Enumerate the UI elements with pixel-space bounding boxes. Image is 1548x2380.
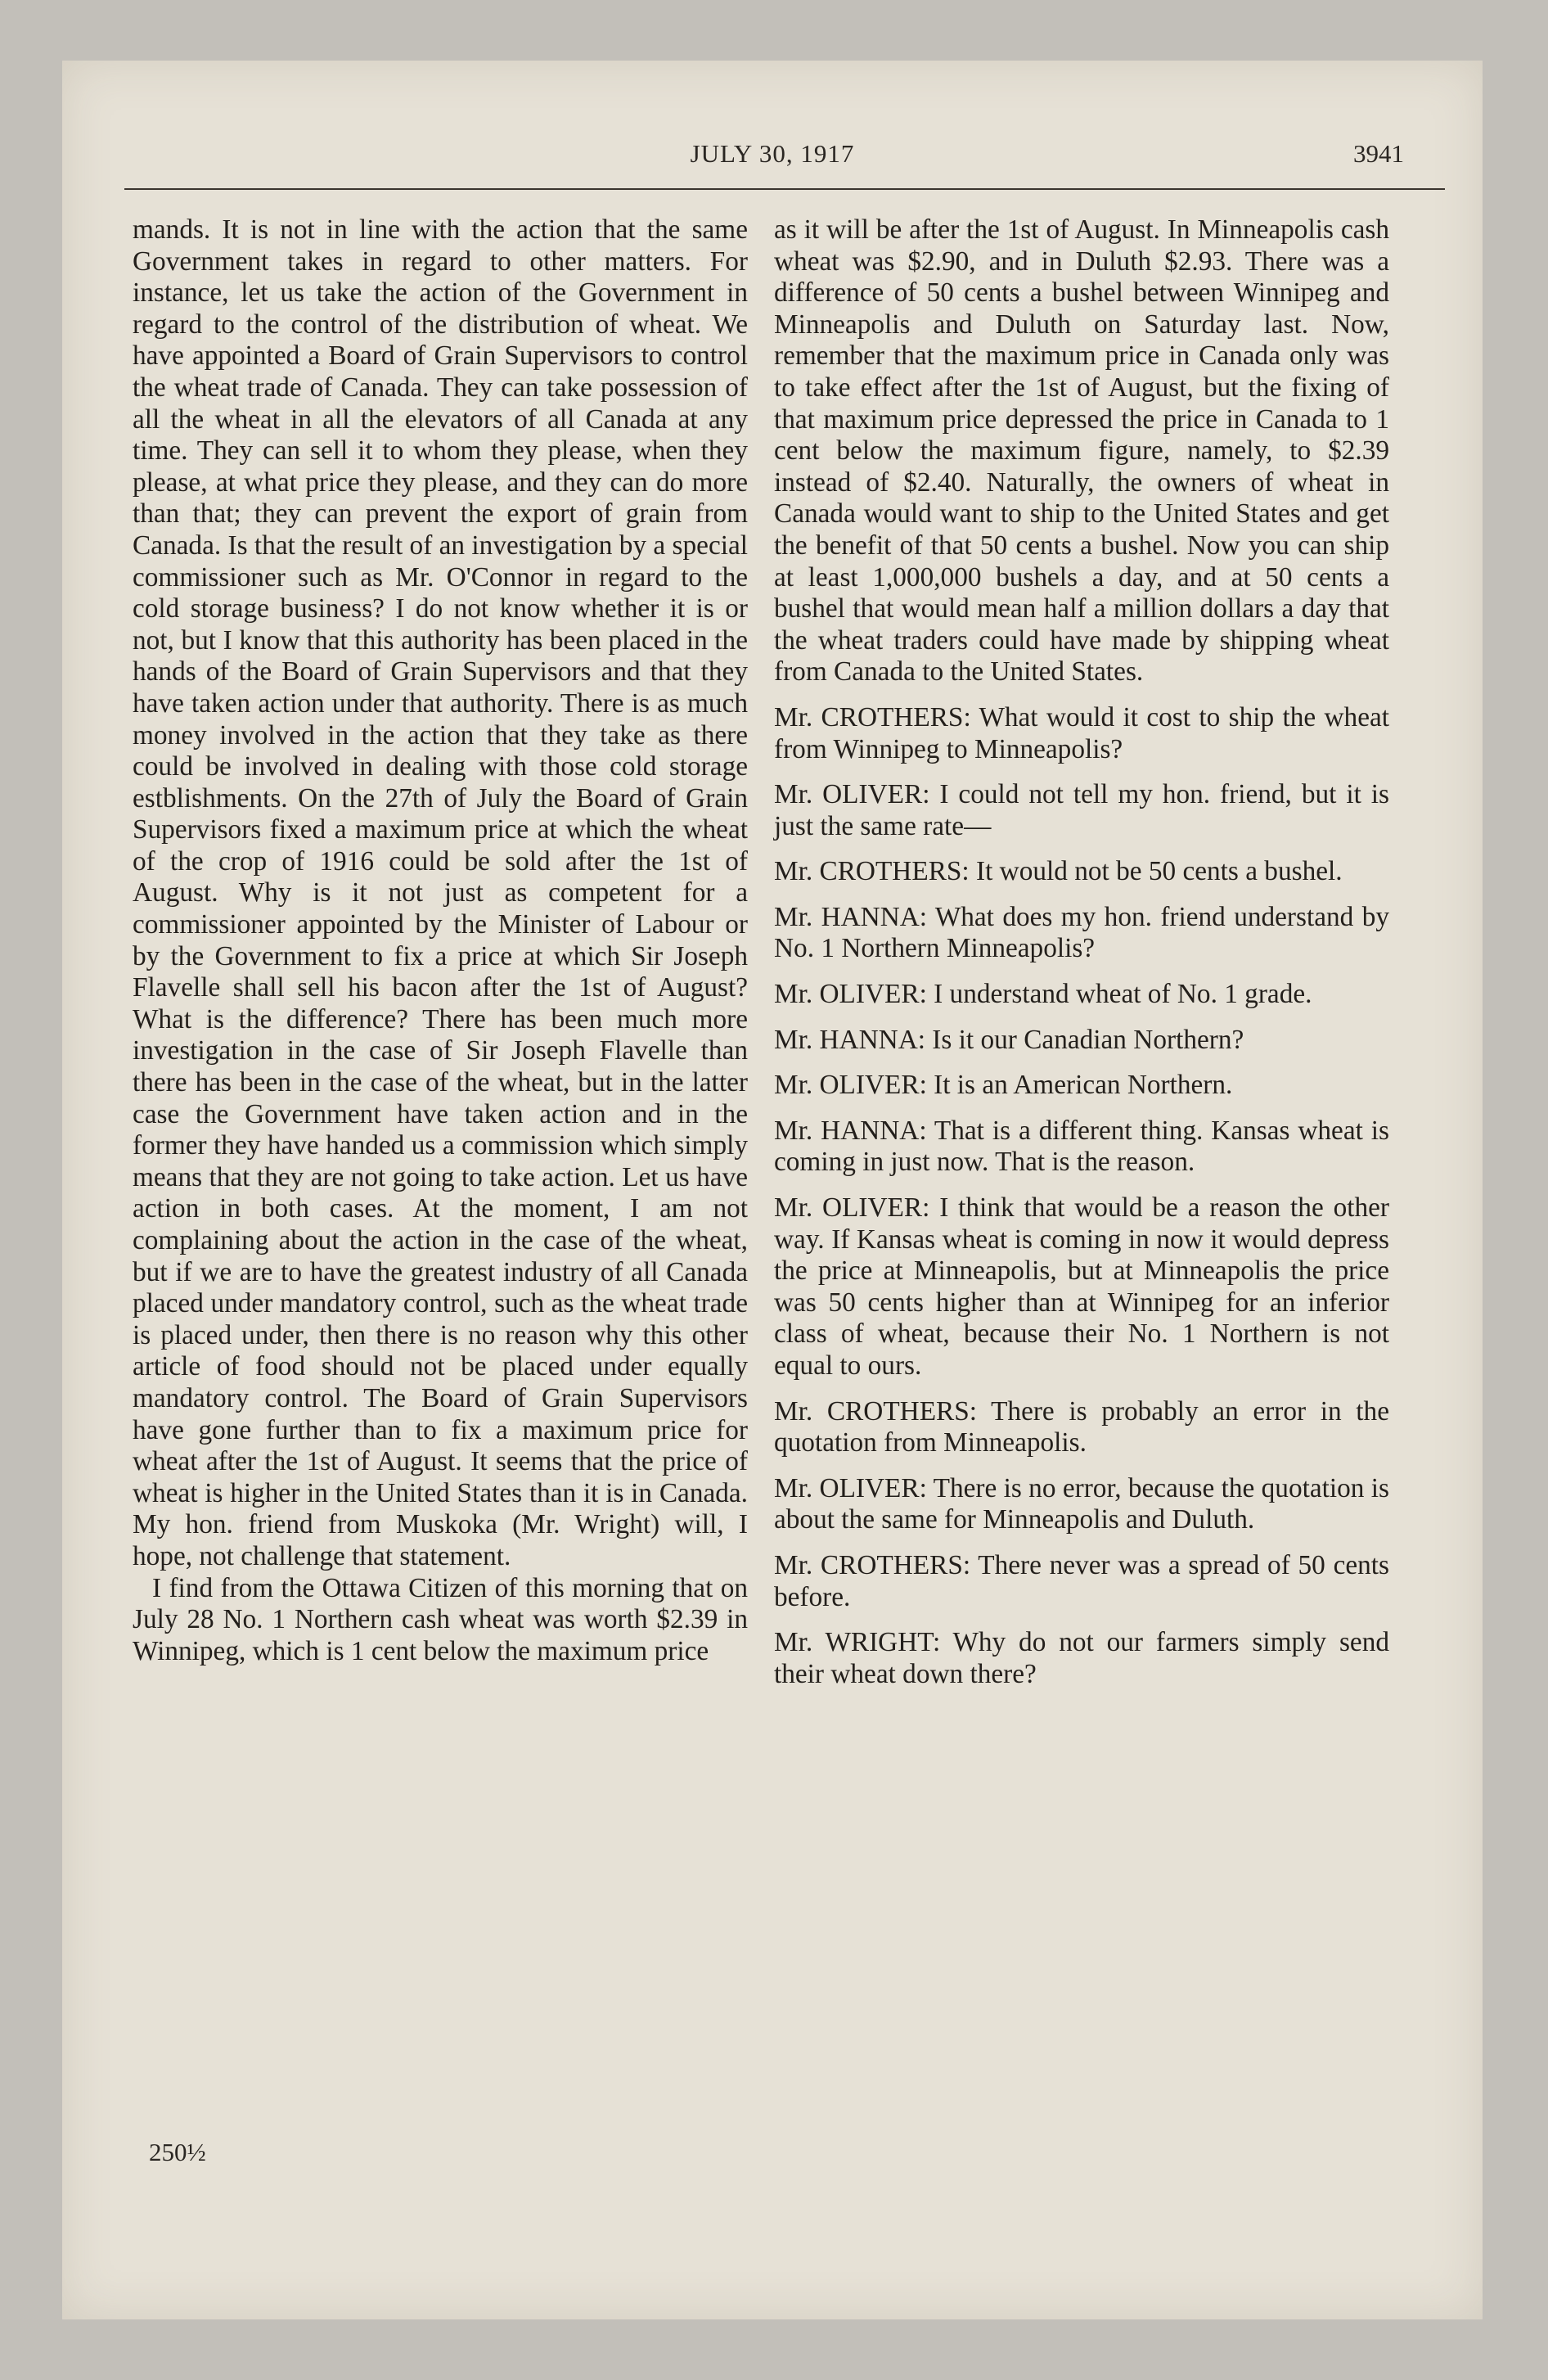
left-column: [133, 214, 748, 1667]
hansard-page: [62, 61, 1483, 2319]
speech-hanna-3: Mr. HANNA: That is a different thing. Kansas wheat is coming in just now. That is the reason.: [774, 1115, 1389, 1178]
speech-crothers-3: Mr. CROTHERS: There is probably an error in the quotation from Minneapolis.: [774, 1395, 1389, 1458]
left-paragraph-1: mands. It is not in line with the action that the same Government takes in regard to other matters. For instance, let us take the action of the Government in regard to the control of the distribution of wheat. We have appointed a Board of Grain Supervisors to control the wheat trade of Canada. They can take possession of all the wheat in all the elevators of all Canada at any time. They can sell it to whom they please, when they please, at what price they please, and they can do more than that; they can prevent the export of grain from Canada. Is that the result of an investigation by a special commissioner such as Mr. O'Connor in regard to the cold storage business? I do not know whether it is or not, but I know that this authority has been placed in the hands of the Board of Grain Supervisors and that they have taken action under that authority. There is as much money involved in the action that they take as there could be involved in dealing with those cold storage estblishments. On the 27th of July the Board of Grain Supervisors fixed a maximum price at which the wheat of the crop of 1916 could be sold after the 1st of August. Why is it not just as competent for a commissioner appointed by the Minister of Labour or by the Government to fix a price at which Sir Joseph Flavelle shall sell his bacon after the 1st of August? What is the difference? There has been much more investigation in the case of Sir Joseph Flavelle than there has been in the case of the wheat, but in the latter case the Government have taken action and in the former they have handed us a commission which simply means that they are not going to take action. Let us have action in both cases. At the moment, I am not complaining about the action in the case of the wheat, but if we are to have the greatest industry of all Canada placed under mandatory control, such as the wheat trade is placed under, then there is no reason why this other article of food should not be placed under equally mandatory control. The Board of Grain Supervisors have gone further than to fix a maximum price for wheat after the 1st of August. It seems that the price of wheat is higher in the United States than it is in Canada. My hon. friend from Muskoka (Mr. Wright) will, I hope, not challenge that statement.: [133, 214, 748, 1571]
page-number: 3941: [1353, 139, 1404, 168]
speech-crothers-2: Mr. CROTHERS: It would not be 50 cents a bushel.: [774, 856, 1343, 887]
speech-oliver-2: Mr. OLIVER: I understand wheat of No. 1 grade.: [774, 979, 1312, 1010]
left-paragraph-2: I find from the Ottawa Citizen of this morning that on July 28 No. 1 Northern cash wheat was worth $2.39 in Winnipeg, which is 1 cent below the maximum price: [133, 1572, 748, 1666]
speech-oliver-5: Mr. OLIVER: There is no error, because the quotation is about the same for Minneapolis and Duluth.: [774, 1472, 1389, 1535]
speech-hanna-1: Mr. HANNA: What does my hon. friend understand by No. 1 Northern Minneapolis?: [774, 901, 1389, 964]
speech-crothers-1: Mr. CROTHERS: What would it cost to ship the wheat from Winnipeg to Minneapolis?: [774, 701, 1389, 764]
running-head: JULY 30, 1917: [690, 139, 855, 168]
right-continuation: as it will be after the 1st of August. In Minneapolis cash wheat was $2.90, and in Duluth $2.93. There was a difference of 50 cents a bushel between Winnipeg and Minneapolis and Duluth on Saturday last. Now, remember that the maximum price in Canada only was to take effect after the 1st of August, but the fixing of that maximum price depressed the price in Canada to 1 cent below the maximum figure, namely, to $2.39 instead of $2.40. Naturally, the owners of wheat in Canada would want to ship to the United States and get the benefit of that 50 cents a bushel. Now you can ship at least 1,000,000 bushels a day, and at 50 cents a bushel that would mean half a million dollars a day that the wheat traders could have made by shipping wheat from Canada to the United States.: [774, 214, 1389, 687]
speech-oliver-1: Mr. OLIVER: I could not tell my hon. friend, but it is just the same rate—: [774, 779, 1389, 841]
speech-hanna-2: Mr. HANNA: Is it our Canadian Northern?: [774, 1024, 1244, 1055]
speech-crothers-4: Mr. CROTHERS: There never was a spread of 50 cents before.: [774, 1549, 1389, 1612]
speech-oliver-3: Mr. OLIVER: It is an American Northern.: [774, 1070, 1233, 1101]
header-rule: [124, 188, 1445, 190]
speech-wright-1: Mr. WRIGHT: Why do not our farmers simply send their wheat down there?: [774, 1627, 1389, 1689]
right-column: [774, 214, 1389, 1690]
folio-mark: 250½: [149, 2138, 206, 2166]
speech-oliver-4: Mr. OLIVER: I think that would be a reason the other way. If Kansas wheat is coming in now it would depress the price at Minneapolis, but at Minneapolis the price was 50 cents higher than at Winnipeg for an inferior class of wheat, because their No. 1 Northern is not equal to ours.: [774, 1192, 1389, 1381]
